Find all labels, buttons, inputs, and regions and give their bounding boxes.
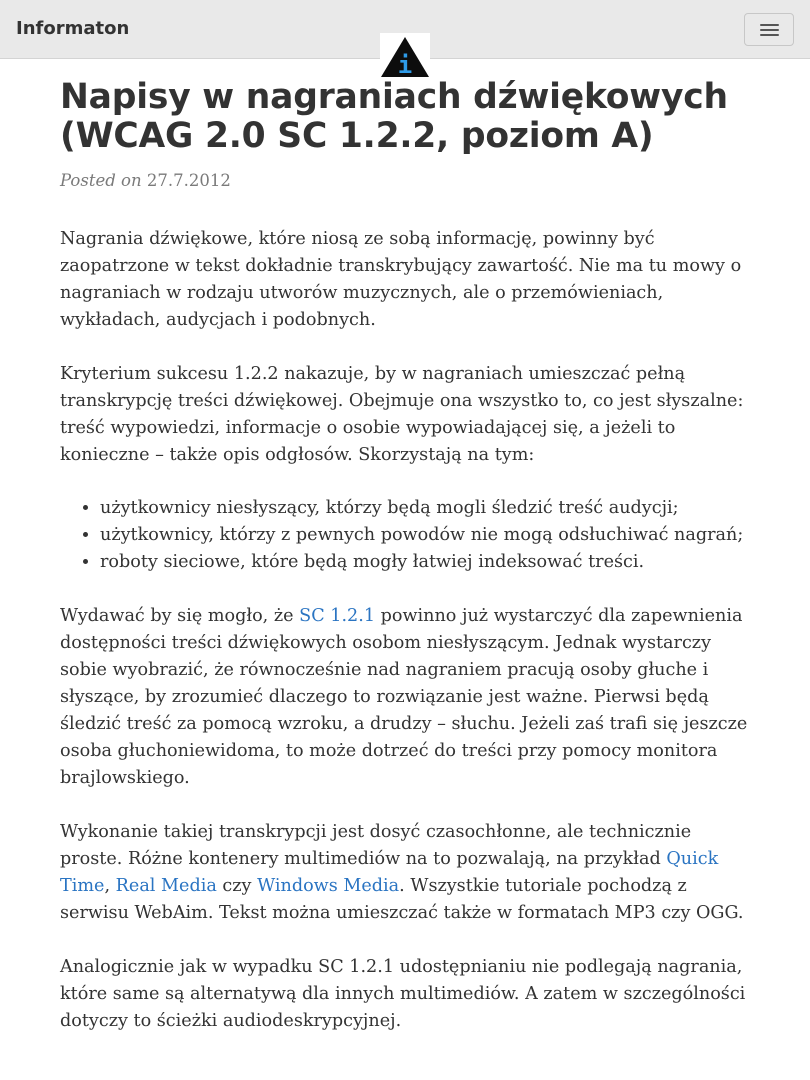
windows-media-link[interactable]: Windows Media [257, 876, 400, 896]
paragraph-text: . Wszystkie tutoriale pochodzą z serwisu WebAim. Tekst można umieszczać także w formatach MP3 czy OGG. [60, 876, 744, 923]
posted-label: Posted on [60, 171, 142, 190]
real-media-link[interactable]: Real Media [115, 876, 217, 896]
list-item: • roboty sieciowe, które będą mogły łatwiej indeksować treści. [100, 549, 750, 576]
separator-text: , [104, 876, 116, 896]
quick-time-link[interactable]: Quick Time [60, 849, 719, 896]
beneficiaries-list [60, 495, 750, 576]
posted-date: 27.7.2012 [146, 171, 231, 190]
paragraph-intro: Nagrania dźwiękowe, które niosą ze sobą informację, powinny być zaopatrzone w tekst dokładnie transkrybujący zawartość. Nie ma tu mowy o nagraniach w rodzaju utworów muzycznych, ale o przemówieniach, wykładach, audycjach i podobnych. [60, 229, 742, 330]
paragraph-transcription [60, 819, 750, 927]
paragraph-text: Wydawać by się mogło, że [60, 606, 300, 626]
paragraph-sc121 [60, 603, 750, 792]
sc-121-link[interactable]: SC 1.2.1 [299, 606, 376, 626]
list-item: • użytkownicy, którzy z pewnych powodów nie mogą odsłuchiwać nagrań; [100, 522, 750, 549]
post-meta [60, 170, 750, 192]
site-logo[interactable] [380, 33, 430, 79]
logo-letter: i [397, 51, 413, 79]
page-title-line2: (WCAG 2.0 SC 1.2.2, poziom A) [60, 116, 654, 156]
navbar-toggle-button[interactable] [744, 13, 794, 46]
paragraph-criterion: Kryterium sukcesu 1.2.2 nakazuje, by w nagraniach umieszczać pełną transkrypcję treści dźwiękowej. Obejmuje ona wszystko to, co jest słyszalne: treść wypowiedzi, informacje o osobie wypowiadającej się, a jeżeli to konieczne – także opis odgłosów. Skorzystają na tym: [60, 364, 744, 465]
page-title-line1: Napisy w nagraniach dźwiękowych [60, 77, 728, 117]
article [60, 78, 750, 1035]
paragraph-text: powinno już wystarczyć dla zapewnienia dostępności treści dźwiękowych osobom niesłyszącym. Jednak wystarczy sobie wyobrazić, że równocześnie nad nagraniem pracują osoby głuche i słyszące, by zrozumieć dlaczego to rozwiązanie jest ważne. Pierwsi będą śledzić treść za pomocą wzroku, a drudzy – słuchu. Jeżeli zaś trafi się jeszcze osoba głuchoniewidoma, to może dotrzeć do treści przy pomocy monitora brajlowskiego. [60, 606, 748, 788]
page-title [60, 78, 750, 156]
paragraph-text: czy [216, 876, 258, 896]
info-triangle-logo-icon [380, 33, 430, 79]
paragraph-text: Wykonanie takiej transkrypcji jest dosyć czasochłonne, ale technicznie proste. Różne kontenery multimediów na to pozwalają, na przykład [60, 822, 692, 869]
list-item: • użytkownicy niesłyszący, którzy będą mogli śledzić treść audycji; [100, 495, 750, 522]
paragraph-audiodescription: Analogicznie jak w wypadku SC 1.2.1 udostępnianiu nie podlegają nagrania, które same są alternatywą dla innych multimediów. A zatem w szczególności dotyczy to ścieżki audiodeskrypcyjnej. [60, 957, 746, 1031]
brand-link[interactable]: Informaton [16, 18, 130, 39]
